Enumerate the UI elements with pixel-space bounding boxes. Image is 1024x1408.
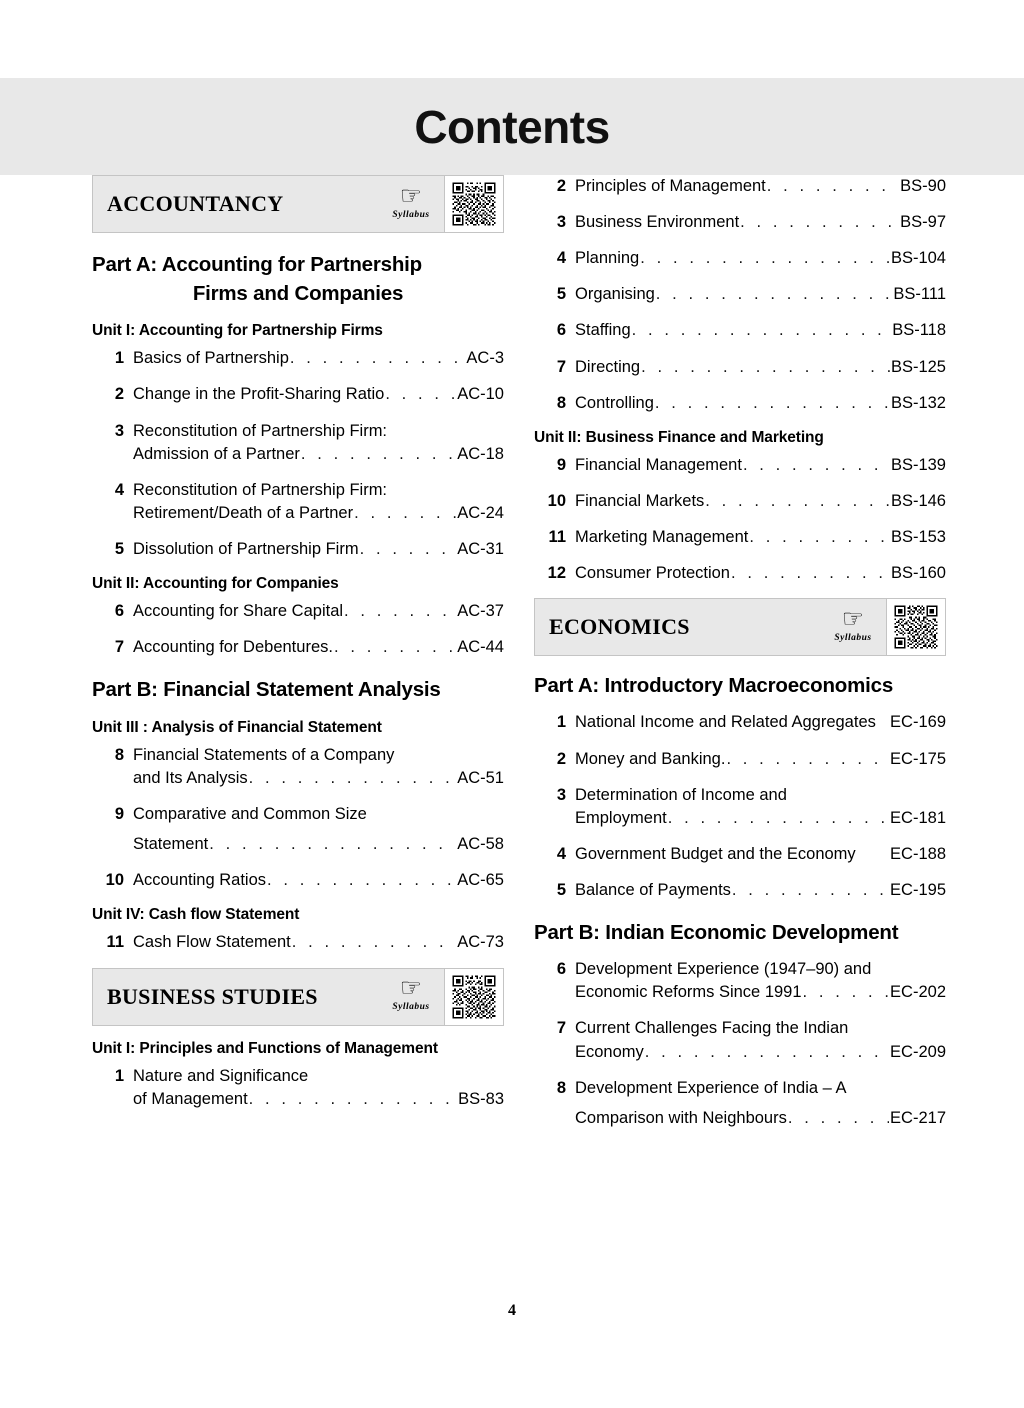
toc-page-ref: EC-202 [890,983,946,1002]
toc-body [133,636,504,658]
toc-leader-dots [740,211,899,233]
toc-body [575,958,946,1003]
toc-number: 3 [556,213,566,232]
toc-row [133,538,504,560]
toc-title: of Management [133,1089,248,1108]
toc-number: 4 [556,249,566,268]
toc-number: 3 [114,421,124,440]
toc-leader-dots [344,600,456,622]
toc-entry[interactable] [534,562,946,584]
qr-code-business-studies[interactable] [444,969,503,1025]
toc-number: 8 [114,745,124,764]
toc-row [575,1107,946,1129]
toc-row [575,711,946,733]
subject-box-business-studies[interactable] [92,968,504,1026]
toc-page-ref: EC-188 [890,844,946,863]
toc-leader-dots [656,283,893,305]
subject-box-economics[interactable] [534,598,946,656]
toc-title-line1: Current Challenges Facing the Indian [575,1019,849,1038]
toc-number: 4 [114,480,124,499]
toc-title: Marketing Management [575,528,749,547]
toc-number: 1 [556,713,566,732]
toc-title-line1: Development Experience of India – A [575,1078,847,1097]
toc-row [575,247,946,269]
toc-leader-dots [803,981,890,1003]
toc-leader-dots [726,748,889,770]
toc-title: Statement [133,835,209,854]
toc-page-ref: AC-44 [457,638,504,657]
toc-page-ref: AC-18 [457,444,504,463]
toc-page-ref: BS-118 [892,321,946,340]
toc-row [133,833,504,855]
toc-row [133,931,504,953]
toc-entry[interactable] [92,600,504,622]
toc-body [133,803,504,855]
toc-page-ref: EC-181 [890,808,946,827]
toc-body [133,744,504,789]
bs-unit-heading-2: Unit II: Business Finance and Marketing [534,428,824,446]
toc-title: National Income and Related Aggregates [575,713,876,732]
bs-unit-heading-1: Unit I: Principles and Functions of Management [92,1039,438,1057]
toc-body [575,490,946,512]
toc-number: 6 [114,602,124,621]
toc-entry[interactable] [534,283,946,305]
toc-row [133,1088,504,1110]
page-content [0,175,1024,1143]
toc-leader-dots [655,392,890,414]
toc-entry[interactable] [534,526,946,548]
toc-body [133,1065,504,1110]
toc-entry[interactable] [92,803,504,855]
toc-number: 1 [114,1066,124,1085]
subject-box-accountancy[interactable] [92,175,504,233]
toc-leader-dots [632,319,892,341]
toc-row [575,879,946,901]
toc-entry[interactable] [92,420,504,465]
toc-page-ref: BS-132 [890,393,946,412]
toc-row [133,502,504,524]
toc-number: 2 [556,749,566,768]
toc-page-ref: AC-3 [466,349,504,368]
toc-row [575,526,946,548]
toc-page-ref: BS-160 [890,564,946,583]
toc-title: Accounting for Debentures. [133,638,333,657]
toc-title: Accounting for Share Capital [133,602,344,621]
toc-page-ref: EC-175 [890,749,946,768]
toc-page-ref: BS-90 [900,177,946,195]
part-heading-a [92,250,504,308]
toc-row [575,562,946,584]
toc-number: 5 [556,285,566,304]
toc-entry[interactable] [92,1065,504,1110]
part-heading-econ-b-line1: Part B: Indian Economic Development [534,921,899,945]
toc-body [575,392,946,414]
toc-number: 2 [556,177,566,195]
toc-title-line1: Reconstitution of Partnership Firm: [133,480,388,499]
toc-title-line1: Reconstitution of Partnership Firm: [133,421,388,440]
toc-leader-dots [354,502,456,524]
qr-code-icon [451,181,497,227]
toc-entry[interactable] [92,636,504,658]
toc-number: 10 [547,492,566,511]
part-heading-econ-a-line1: Part A: Introductory Macroeconomics [534,674,894,698]
toc-entry[interactable] [534,490,946,512]
toc-body [575,211,946,233]
toc-body [575,175,946,197]
toc-entry[interactable] [534,784,946,829]
pointing-hand-icon: ☞ [399,181,423,210]
toc-body [575,283,946,305]
toc-row [133,869,504,891]
toc-row [575,807,946,829]
qr-code-icon [893,604,939,650]
part-heading-b-line1: Part B: Financial Statement Analysis [92,678,441,702]
toc-row [575,175,946,197]
toc-title: Basics of Partnership [133,349,289,368]
toc-leader-dots [301,443,456,465]
toc-page-ref: EC-195 [890,881,946,899]
toc-entry[interactable] [92,383,504,405]
toc-number: 7 [114,638,124,657]
unit-heading-4: Unit IV: Cash flow Statement [92,906,300,924]
toc-title: Economy [575,1042,644,1061]
toc-entry[interactable] [534,879,946,901]
toc-page-ref: BS-146 [890,492,946,511]
toc-title-line1: Comparative and Common Size [133,804,367,823]
page-title: Contents [414,100,610,153]
toc-page-ref: AC-31 [457,540,504,559]
qr-code-icon [451,974,497,1020]
unit-heading-3: Unit III : Analysis of Financial Statement [92,718,382,736]
toc-leader-dots [385,383,456,405]
toc-title: Government Budget and the Economy [575,844,856,863]
toc-page-ref: AC-65 [457,871,504,890]
syllabus-label: Syllabus [392,1002,430,1013]
syllabus-label: Syllabus [834,632,872,643]
toc-body [133,869,504,891]
unit-heading-1: Unit I: Accounting for Partnership Firms [92,322,383,340]
toc-leader-dots [641,356,890,378]
part-heading-a-line1: Part A: Accounting for Partnership [92,253,422,276]
left-column [92,175,504,1143]
toc-entry[interactable] [534,1077,946,1129]
two-column-layout [0,175,1024,1143]
toc-entry[interactable] [534,211,946,233]
pointing-hand-icon: ☞ [841,604,865,633]
part-heading-a-line2: Firms and Companies [192,282,404,306]
right-column [534,175,946,1143]
toc-number: 6 [556,960,566,979]
part-heading-b [92,675,504,704]
toc-leader-dots [645,1041,889,1063]
toc-leader-dots [249,1088,457,1110]
toc-title: Financial Markets [575,492,705,511]
toc-title: Economic Reforms Since 1991 [575,983,802,1002]
toc-body [133,479,504,524]
subject-title: ECONOMICS [549,614,690,640]
toc-leader-dots [749,526,890,548]
toc-row [575,843,946,865]
toc-leader-dots [640,247,890,269]
toc-number: 7 [556,1019,566,1038]
toc-body [133,538,504,560]
toc-leader-dots [743,454,890,476]
toc-page-ref: BS-104 [890,249,946,268]
toc-number: 5 [556,881,566,899]
toc-title: Dissolution of Partnership Firm [133,540,359,559]
toc-body [575,784,946,829]
toc-title-line1: Nature and Significance [133,1066,309,1085]
toc-leader-dots [290,347,466,369]
toc-title: Financial Management [575,455,742,474]
syllabus-label: Syllabus [392,209,430,220]
syllabus-marker [820,599,886,655]
toc-row [575,748,946,770]
toc-page-ref: BS-153 [890,528,946,547]
toc-title: Employment [575,808,667,827]
toc-body [133,347,504,369]
toc-body [575,454,946,476]
toc-leader-dots [668,807,889,829]
toc-body [133,383,504,405]
toc-title: and Its Analysis [133,768,248,787]
toc-title: Directing [575,357,641,376]
part-heading-econ-a [534,671,946,700]
toc-number: 8 [556,1078,566,1097]
toc-entry[interactable] [534,748,946,770]
subject-title: ACCOUNTANCY [107,191,284,216]
toc-entry[interactable] [534,392,946,414]
toc-body [575,247,946,269]
toc-title: Retirement/Death of a Partner [133,503,354,522]
toc-row [133,383,504,405]
toc-number: 9 [556,455,566,474]
toc-title-line1: Determination of Income and [575,785,787,804]
toc-row [133,767,504,789]
toc-body [575,1017,946,1062]
toc-title: Controlling [575,393,654,412]
qr-code-economics[interactable] [886,599,945,655]
toc-body [575,843,946,865]
toc-title: Balance of Payments [575,881,731,899]
toc-title: Consumer Protection [575,564,730,583]
toc-page-ref: BS-111 [893,285,946,304]
toc-title-line1: Development Experience (1947–90) and [575,960,872,979]
toc-leader-dots [732,879,889,901]
toc-leader-dots [249,767,457,789]
toc-entry[interactable] [92,869,504,891]
toc-title: Change in the Profit-Sharing Ratio [133,385,385,404]
toc-page-ref: AC-24 [457,503,504,522]
part-heading-econ-b [534,918,946,947]
toc-page-ref: BS-125 [890,357,946,376]
toc-page-ref: BS-83 [458,1089,504,1108]
toc-page-ref: AC-10 [457,385,504,404]
toc-row [575,392,946,414]
qr-code-accountancy[interactable] [444,176,503,232]
toc-leader-dots [292,931,456,953]
toc-leader-dots [334,636,456,658]
page-number: 4 [508,1302,516,1319]
toc-page-ref: AC-51 [457,768,504,787]
toc-page-ref: AC-73 [457,933,504,952]
toc-leader-dots [267,869,456,891]
contents-header-band [0,78,1024,175]
toc-page-ref: BS-139 [890,455,946,474]
toc-row [575,454,946,476]
toc-page-ref: AC-37 [457,602,504,621]
toc-entry[interactable] [534,319,946,341]
toc-row [575,211,946,233]
toc-row [133,636,504,658]
toc-body [575,526,946,548]
pointing-hand-icon: ☞ [399,974,423,1003]
toc-leader-dots [731,562,890,584]
toc-body [133,600,504,622]
toc-row [133,443,504,465]
toc-entry[interactable] [534,711,946,733]
toc-leader-dots [788,1107,889,1129]
toc-entry[interactable] [534,175,946,197]
toc-entry[interactable] [534,843,946,865]
toc-page-ref: EC-169 [890,713,946,732]
toc-title: Admission of a Partner [133,444,300,463]
toc-body [575,356,946,378]
toc-title-line1: Financial Statements of a Company [133,745,395,764]
toc-row [575,1041,946,1063]
toc-page-ref: BS-97 [900,213,946,232]
toc-entry[interactable] [534,247,946,269]
unit-heading-2: Unit II: Accounting for Companies [92,575,339,593]
toc-title: Comparison with Neighbours [575,1108,787,1127]
toc-number: 4 [556,844,566,863]
toc-page-ref: AC-58 [457,835,504,854]
toc-leader-dots [209,833,456,855]
toc-number: 3 [556,785,566,804]
toc-entry[interactable] [534,356,946,378]
toc-row [133,347,504,369]
toc-body [575,562,946,584]
toc-body [575,1077,946,1129]
toc-title: Money and Banking. [575,749,726,768]
toc-row [575,283,946,305]
toc-row [575,981,946,1003]
toc-entry[interactable] [92,347,504,369]
toc-body [575,748,946,770]
toc-body [575,319,946,341]
toc-leader-dots [360,538,457,560]
toc-body [133,420,504,465]
toc-entry[interactable] [92,931,504,953]
toc-page-ref: EC-217 [890,1108,946,1127]
toc-number: 6 [556,321,566,340]
toc-entry[interactable] [534,1017,946,1062]
toc-number: 10 [105,871,124,890]
toc-number: 11 [106,933,124,952]
toc-number: 11 [548,528,566,547]
toc-number: 12 [547,564,566,583]
toc-entry[interactable] [534,958,946,1003]
toc-number: 9 [114,804,124,823]
toc-row [575,490,946,512]
toc-entry[interactable] [534,454,946,476]
toc-number: 1 [114,349,124,368]
toc-title: Cash Flow Statement [133,933,291,952]
toc-title: Business Environment [575,213,740,232]
toc-leader-dots [705,490,890,512]
syllabus-marker [378,176,444,232]
toc-row [575,319,946,341]
toc-row [575,356,946,378]
toc-number: 7 [556,357,566,376]
toc-title: Staffing [575,321,631,340]
toc-body [575,711,946,733]
toc-entry[interactable] [92,744,504,789]
toc-entry[interactable] [92,538,504,560]
toc-title: Accounting Ratios [133,871,266,890]
toc-body [575,879,946,901]
subject-title: BUSINESS STUDIES [107,983,318,1009]
toc-number: 5 [114,540,124,559]
toc-title: Principles of Management [575,177,766,195]
syllabus-marker [378,969,444,1025]
toc-number: 2 [114,385,124,404]
toc-title: Organising [575,285,655,304]
toc-row [133,600,504,622]
toc-body [133,931,504,953]
toc-page-ref: EC-209 [890,1042,946,1061]
toc-entry[interactable] [92,479,504,524]
toc-title: Planning [575,249,640,268]
toc-number: 8 [556,393,566,412]
toc-leader-dots [767,175,899,197]
